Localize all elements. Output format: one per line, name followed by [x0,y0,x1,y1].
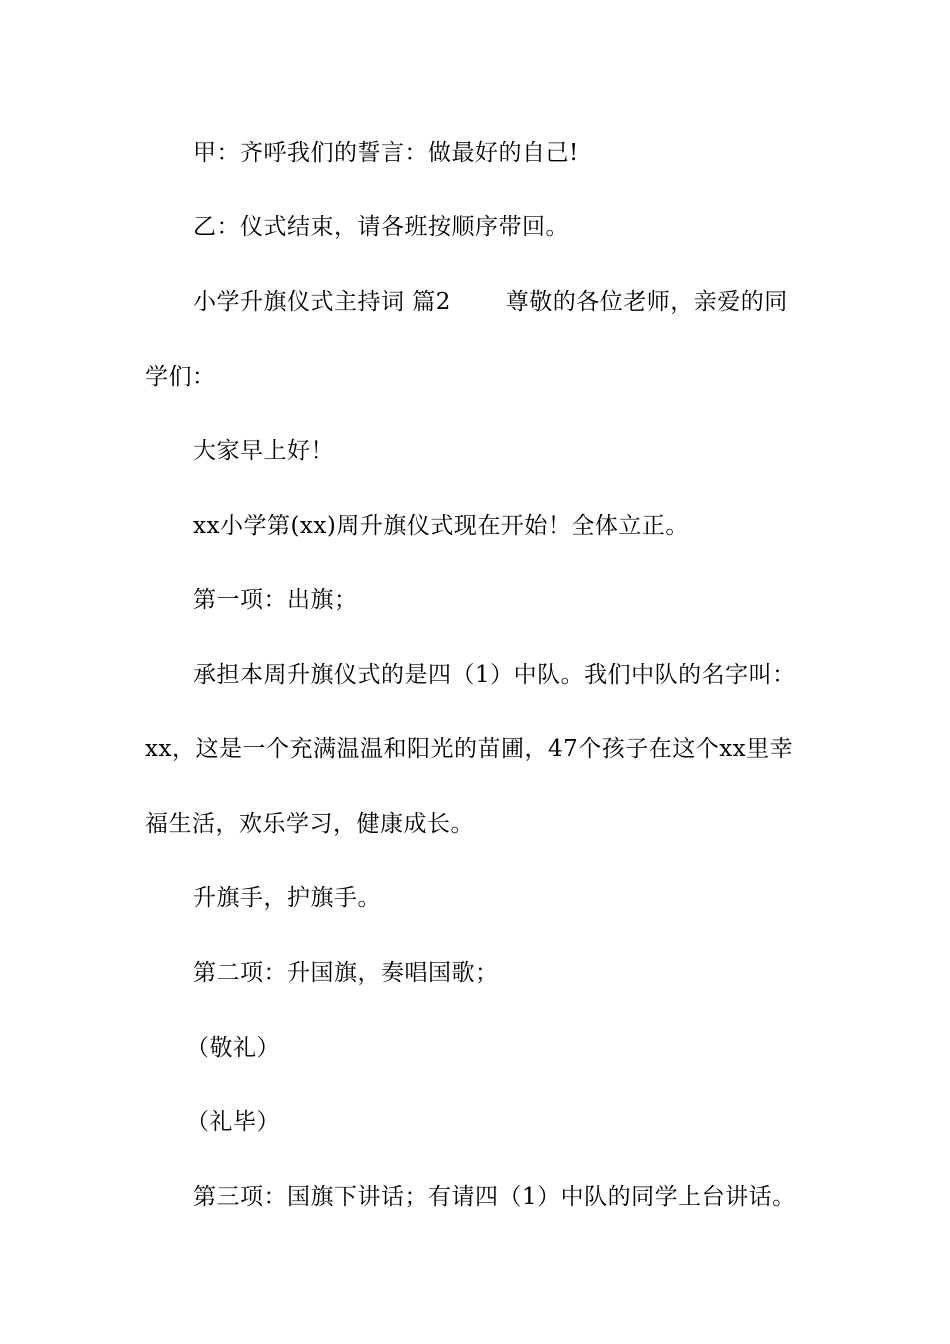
paragraph-line: （敬礼） [186,1035,280,1061]
paragraph-line: xx，这是一个充满温温和阳光的苗圃，47个孩子在这个xx里幸 [145,736,794,762]
paragraph-line: 小学升旗仪式主持词 篇2 尊敬的各位老师，亲爱的同 [193,289,788,315]
paragraph-line: 第三项：国旗下讲话；有请四（1）中队的同学上台讲话。 [193,1184,796,1210]
paragraph-line: 第二项：升国旗，奏唱国歌； [193,960,499,986]
paragraph-line: （礼毕） [186,1109,280,1135]
paragraph-line: 福生活，欢乐学习，健康成长。 [145,811,474,837]
paragraph-line: 甲：齐呼我们的誓言：做最好的自己! [193,140,579,166]
paragraph-line: 第一项：出旗； [193,587,358,613]
paragraph-line: xx小学第(xx)周升旗仪式现在开始！全体立正。 [193,513,689,539]
paragraph-line: 升旗手，护旗手。 [193,885,381,911]
paragraph-line: 大家早上好！ [193,438,334,464]
paragraph-line: 学们： [145,364,216,390]
paragraph-line: 承担本周升旗仪式的是四（1）中队。我们中队的名字叫： [193,662,796,688]
paragraph-line: 乙：仪式结束，请各班按顺序带回。 [193,214,569,240]
